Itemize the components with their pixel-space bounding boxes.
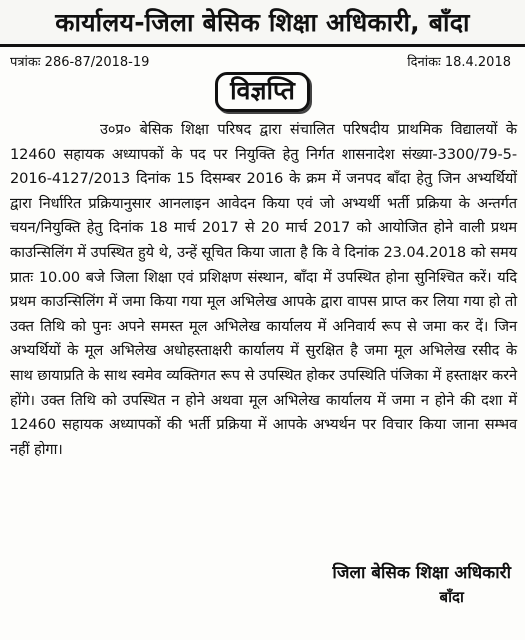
signatory-place: बाँदा — [439, 588, 464, 606]
letter-date: दिनांकः 18.4.2018 — [407, 55, 511, 70]
notice-title: विज्ञप्ति — [215, 72, 310, 112]
letter-number: पत्रांकः 286-87/2018-19 — [10, 55, 150, 70]
reference-row — [0, 47, 525, 70]
signatory-title: जिला बेसिक शिक्षा अधिकारी — [332, 563, 511, 583]
notice-body: उ०प्र० बेसिक शिक्षा परिषद द्वारा संचालित परिषदीय प्राथमिक विद्यालयों के 12460 सहायक अध्यापकों के पद पर नियुक्ति हेतु निर्गत शासनादेश संख्या-3300/79-5-2016-4127/2013 दिनांक 15 दिसम्बर 2016 के क्रम में जनपद बाँदा हेतु जिन अभ्यर्थियों द्वारा निर्धारित प्रक्रियानुसार आनलाइन आवेदन किया एवं जो अभ्यर्थी भर्ती प्रक्रिया के अन्तर्गत चयन/नियुक्ति हेतु दिनांक 18 मार्च 2017 से 20 मार्च 2017 को आयोजित होने वाली प्रथम काउन्सिलिंग में उपस्थित हुये थे, उन्हें सूचित किया जाता है कि वे दिनांक 23.04.2018 को समय प्रातः 10.00 बजे जिला शिक्षा एवं प्रशिक्षण संस्थान, बाँदा में उपस्थित होना सुनिश्चित करें। यदि प्रथम काउन्सिलिंग में जमा किया गया मूल अभिलेख आपके द्वारा वापस प्राप्त कर लिया गया हो तो उक्त तिथि को पुनः अपने समस्त मूल अभिलेख कार्यालय में अनिवार्य रूप से जमा कर दें। जिन अभ्यर्थियों के मूल अभिलेख अधोहस्ताक्षरी कार्यालय में सुरक्षित है जमा मूल अभिलेख रसीद के साथ छायाप्रति के साथ स्वमेव व्यक्तिगत रूप से उपस्थित होकर उपस्थिति पंजिका में हस्ताक्षर करने होंगे। उक्त तिथि को उपस्थित न होने अथवा मूल अभिलेख कार्यालय में जमा न होने की दशा में 12460 सहायक अध्यापकों की भर्ती प्रक्रिया में आपके अभ्यर्थन पर विचार किया जाना सम्भव नहीं होगा। — [10, 121, 517, 458]
signature-block — [332, 561, 511, 609]
notice-title-wrap — [0, 72, 525, 112]
office-title: कार्यालय-जिला बेसिक शिक्षा अधिकारी, बाँदा — [55, 8, 470, 37]
office-header — [0, 0, 525, 47]
